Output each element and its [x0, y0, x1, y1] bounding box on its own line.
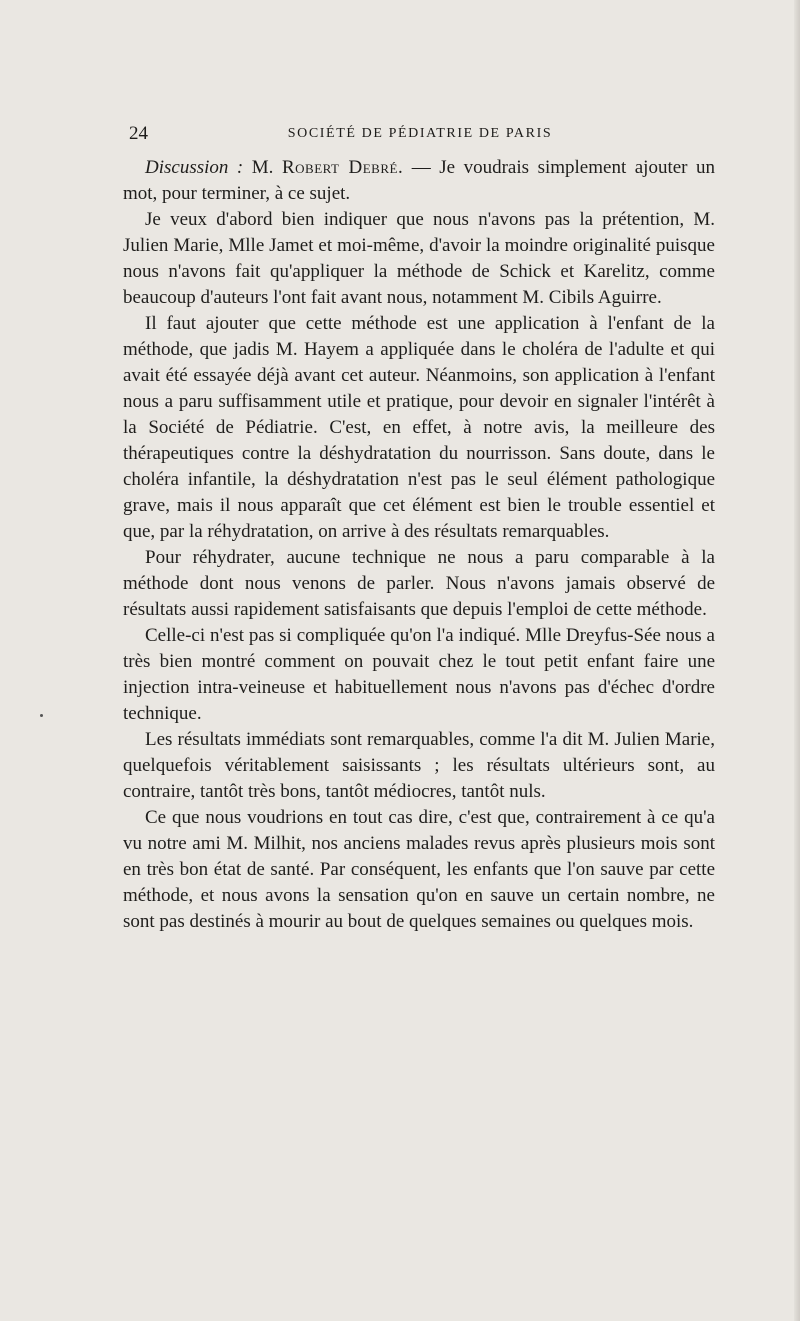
page-edge-shadow — [794, 0, 800, 1321]
discussion-label: Discussion : — [145, 157, 244, 178]
running-title: SOCIÉTÉ DE PÉDIATRIE DE PARIS — [287, 126, 553, 141]
paragraph: Pour réhydrater, aucune technique ne nous a paru comparable à la méthode dont nous venons de parler. Nous n'avons jamais observé de résultats aussi rapidement satisfaisants que depuis l'emploi de cette méthode. — [123, 547, 715, 620]
page-number: 24 — [129, 123, 148, 144]
paragraph: Je veux d'abord bien indiquer que nous n'avons pas la prétention, M. Julien Marie, Mlle Jamet et moi-même, d'avoir la moindre originalité puisque nous n'avons fait qu'appliquer la méthode de Schick et Karelitz, comme beaucoup d'auteurs l'ont fait avant nous, notamment M. Cibils Aguirre. — [123, 209, 715, 308]
paragraph: Il faut ajouter que cette méthode est une application à l'enfant de la méthode, que jadis M. Hayem a appliquée dans le choléra de l'adulte et qui avait été essayée déjà avant cet auteur. Néanmoins, son application à l'enfant nous a paru suffisamment utile et pratique, pour devoir en signaler l'intérêt à la Société de Pédiatrie. C'est, en effet, à notre avis, la meilleure des thérapeutiques contre la déshydratation du nourrisson. Sans doute, dans le choléra infantile, la déshydratation n'est pas le seul élément pathologique grave, mais il nous apparaît que cet élément est bien le trouble essentiel et que, par la réhydratation, on arrive à des résultats remarquables. — [123, 313, 715, 542]
article-body — [123, 155, 715, 935]
discussion-paragraph — [123, 155, 715, 207]
speaker-name: Robert Debré. — [281, 157, 404, 178]
discussion-opening: — Je voudrais simplement ajouter un mot, pour terminer, à ce sujet. — [123, 157, 716, 204]
paragraph: Les résultats immédiats sont remarquables, comme l'a dit M. Julien Marie, quelquefois véritablement saisissants ; les résultats ultérieurs sont, au contraire, tantôt très bons, tantôt médiocres, tantôt nuls. — [123, 729, 715, 802]
speaker-prefix: M. — [251, 157, 274, 178]
paragraph: Celle-ci n'est pas si compliquée qu'on l'a indiqué. Mlle Dreyfus-Sée nous a très bien montré comment on pouvait chez le tout petit enfant faire une injection intra-veineuse et habituellement nous n'avons pas d'échec d'ordre technique. — [123, 625, 715, 724]
print-speck — [40, 714, 43, 717]
paragraph: Ce que nous voudrions en tout cas dire, c'est que, contrairement à ce qu'a vu notre ami M. Milhit, nos anciens malades revus après plusieurs mois sont en très bon état de santé. Par conséquent, les enfants que l'on sauve par cette méthode, et nous avons la sensation qu'on en sauve un certain nombre, ne sont pas destinés à mourir au bout de quelques semaines ou quelques mois. — [123, 807, 715, 932]
page-header — [129, 122, 711, 146]
